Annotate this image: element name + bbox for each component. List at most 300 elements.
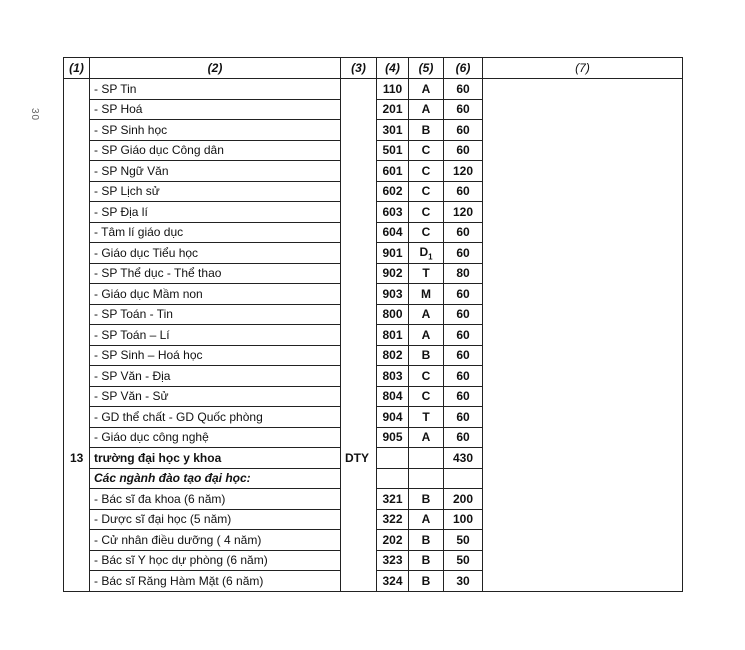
page-side-number: 30 [29, 108, 40, 122]
notes-cell [483, 161, 683, 182]
program-name-cell [90, 140, 341, 161]
school-code-cell [341, 509, 377, 530]
school-code-cell [341, 243, 377, 264]
program-name-cell-text: - SP Ngữ Văn [94, 163, 169, 178]
exam-block-cell [409, 325, 444, 346]
program-code-cell-text: 603 [382, 204, 403, 219]
school-code-cell [341, 468, 377, 489]
row-number-cell [64, 386, 90, 407]
exam-block-cell [409, 161, 444, 182]
program-name-cell-text: - Bác sĩ Răng Hàm Mặt (6 năm) [94, 573, 264, 588]
school-code-cell [341, 79, 377, 100]
program-code-cell [377, 284, 409, 305]
header-col-1: (1) [64, 58, 90, 79]
notes-cell [483, 448, 683, 469]
table-row [64, 79, 683, 100]
program-code-cell [377, 325, 409, 346]
table-row [64, 243, 683, 264]
exam-block-cell [409, 366, 444, 387]
quota-cell [444, 427, 483, 448]
quota-cell-text: 50 [456, 553, 470, 568]
quota-cell-text: 60 [456, 430, 470, 445]
table-row [64, 99, 683, 120]
school-code-cell [341, 345, 377, 366]
quota-cell-text: 80 [456, 266, 470, 281]
program-name-cell [90, 571, 341, 592]
quota-cell-text: 60 [456, 286, 470, 301]
table-row [64, 304, 683, 325]
quota-cell [444, 571, 483, 592]
program-name-cell [90, 284, 341, 305]
program-name-cell-text: - SP Toán - Tin [94, 307, 173, 322]
table-row [64, 571, 683, 592]
program-name-cell-text: - SP Toán – Lí [94, 327, 170, 342]
exam-block-cell-text: T [422, 409, 430, 424]
program-code-cell-text: 901 [382, 245, 403, 260]
quota-cell-text: 60 [456, 307, 470, 322]
program-code-cell [377, 263, 409, 284]
program-name-cell-text: - SP Sinh – Hoá học [94, 348, 203, 363]
program-name-cell-text: - SP Tin [94, 81, 137, 96]
row-number-cell [64, 263, 90, 284]
school-code-cell [341, 99, 377, 120]
row-number-cell [64, 448, 90, 469]
exam-block-cell-text: C [421, 143, 431, 158]
school-code-cell [341, 304, 377, 325]
program-name-cell-text: - Dược sĩ đại học (5 năm) [94, 512, 232, 527]
school-code-cell [341, 550, 377, 571]
table-row [64, 202, 683, 223]
row-number-cell [64, 284, 90, 305]
exam-block-cell [409, 386, 444, 407]
school-code-cell [341, 222, 377, 243]
quota-cell [444, 120, 483, 141]
program-code-cell-text: 201 [382, 102, 403, 117]
row-number-cell [64, 222, 90, 243]
table-row [64, 448, 683, 469]
exam-block-cell [409, 448, 444, 469]
quota-cell-text: 60 [456, 184, 470, 199]
school-code-cell [341, 489, 377, 510]
program-name-cell [90, 345, 341, 366]
quota-cell-text: 200 [452, 491, 474, 506]
quota-cell-text: 60 [456, 81, 470, 96]
school-code-cell [341, 140, 377, 161]
quota-cell-text: 60 [456, 143, 470, 158]
program-code-cell-text: 904 [382, 409, 403, 424]
quota-cell [444, 509, 483, 530]
header-col-5: (5) [409, 58, 444, 79]
quota-cell [444, 243, 483, 264]
notes-cell [483, 79, 683, 100]
notes-cell [483, 325, 683, 346]
exam-block-cell-text: B [421, 491, 431, 506]
exam-block-cell [409, 79, 444, 100]
program-code-cell-text: 604 [382, 225, 403, 240]
program-code-cell-text: 321 [382, 491, 403, 506]
notes-cell [483, 550, 683, 571]
program-code-cell-text: 323 [382, 553, 403, 568]
program-name-cell-text: - SP Văn - Địa [94, 368, 171, 383]
notes-cell [483, 120, 683, 141]
row-number-cell [64, 243, 90, 264]
program-code-cell-text: 301 [382, 122, 403, 137]
program-name-cell [90, 530, 341, 551]
notes-cell [483, 530, 683, 551]
exam-block-cell [409, 489, 444, 510]
row-number-cell [64, 468, 90, 489]
exam-block-cell-text: C [421, 225, 431, 240]
quota-cell [444, 161, 483, 182]
row-number-cell [64, 181, 90, 202]
program-code-cell [377, 202, 409, 223]
table-row [64, 407, 683, 428]
program-name-cell-text: - SP Văn - Sử [94, 389, 169, 404]
quota-cell-text: 60 [456, 368, 470, 383]
exam-block-cell-text: B [421, 122, 431, 137]
notes-cell [483, 263, 683, 284]
program-code-cell [377, 427, 409, 448]
program-name-cell-text: - Bác sĩ Y học dự phòng (6 năm) [94, 553, 268, 568]
program-name-cell-text: - SP Sinh học [94, 122, 168, 137]
exam-block-cell-text: A [421, 327, 431, 342]
exam-block-cell-text: C [421, 184, 431, 199]
header-col-4: (4) [377, 58, 409, 79]
program-name-cell [90, 448, 341, 469]
program-name-cell-text: - Tâm lí giáo dục [94, 225, 184, 240]
exam-block-cell-text: B [421, 573, 431, 588]
exam-block-cell [409, 509, 444, 530]
program-code-cell [377, 468, 409, 489]
row-number-cell [64, 489, 90, 510]
program-name-cell [90, 263, 341, 284]
school-code-cell [341, 386, 377, 407]
exam-block-cell [409, 181, 444, 202]
header-col-6: (6) [444, 58, 483, 79]
program-name-cell-text: - Cử nhân điều dưỡng ( 4 năm) [94, 532, 262, 547]
table-row [64, 325, 683, 346]
quota-cell [444, 99, 483, 120]
exam-block-cell [409, 120, 444, 141]
quota-cell [444, 202, 483, 223]
program-name-cell-text: - SP Địa lí [94, 204, 148, 219]
quota-cell-text: 30 [456, 573, 470, 588]
row-number-cell [64, 202, 90, 223]
row-number-cell [64, 427, 90, 448]
quota-cell [444, 550, 483, 571]
quota-cell [444, 181, 483, 202]
program-code-cell [377, 489, 409, 510]
quota-cell [444, 530, 483, 551]
school-code-cell [341, 407, 377, 428]
quota-cell-text: 60 [456, 327, 470, 342]
exam-block-cell-text: C [421, 368, 431, 383]
quota-cell-text: 60 [456, 122, 470, 137]
school-code-cell [341, 202, 377, 223]
quota-cell-text: 50 [456, 532, 470, 547]
exam-block-cell [409, 571, 444, 592]
notes-cell [483, 468, 683, 489]
program-code-cell [377, 550, 409, 571]
row-number-cell [64, 571, 90, 592]
program-code-cell [377, 386, 409, 407]
exam-block-cell [409, 202, 444, 223]
program-code-cell [377, 99, 409, 120]
exam-block-cell-text: M [421, 286, 431, 301]
quota-cell [444, 345, 483, 366]
notes-cell [483, 571, 683, 592]
quota-cell-text: 60 [456, 409, 470, 424]
table-row [64, 550, 683, 571]
program-name-cell-text: - SP Lịch sử [94, 184, 160, 199]
program-code-cell [377, 448, 409, 469]
notes-cell [483, 243, 683, 264]
program-code-cell-text: 902 [382, 266, 403, 281]
exam-block-cell-text: C [421, 163, 431, 178]
exam-block-cell [409, 530, 444, 551]
program-code-cell [377, 509, 409, 530]
table-row [64, 284, 683, 305]
quota-cell [444, 79, 483, 100]
quota-cell-text: 120 [452, 204, 474, 219]
table-row [64, 366, 683, 387]
program-name-cell-text: trường đại học y khoa [94, 450, 222, 465]
exam-block-cell [409, 263, 444, 284]
program-code-cell-text: 110 [382, 81, 403, 96]
row-number-cell [64, 99, 90, 120]
table-row [64, 161, 683, 182]
quota-cell-text: 60 [456, 225, 470, 240]
exam-block-cell-text: T [422, 266, 430, 281]
program-name-cell [90, 427, 341, 448]
quota-cell-text: 60 [456, 348, 470, 363]
exam-block-cell-text: C [421, 204, 431, 219]
row-number-cell [64, 407, 90, 428]
program-code-cell [377, 161, 409, 182]
program-name-cell [90, 386, 341, 407]
quota-cell [444, 489, 483, 510]
program-name-cell [90, 366, 341, 387]
program-code-cell-text: 602 [382, 184, 403, 199]
program-name-cell [90, 120, 341, 141]
exam-block-cell-text: B [421, 553, 431, 568]
exam-block-cell [409, 407, 444, 428]
program-name-cell-text: Các ngành đào tạo đại học: [94, 471, 251, 486]
quota-cell [444, 468, 483, 489]
exam-block-cell [409, 427, 444, 448]
table-row [64, 468, 683, 489]
table-row [64, 222, 683, 243]
table-row [64, 386, 683, 407]
quota-cell-text: 430 [452, 450, 474, 465]
exam-block-cell [409, 304, 444, 325]
row-number-cell [64, 345, 90, 366]
quota-cell [444, 407, 483, 428]
row-number-cell [64, 509, 90, 530]
program-name-cell-text: - Giáo dục Tiểu học [94, 245, 199, 260]
program-name-cell [90, 304, 341, 325]
program-code-cell [377, 366, 409, 387]
exam-block-cell-text: B [421, 532, 431, 547]
program-code-cell-text: 324 [382, 573, 403, 588]
admissions-table [63, 57, 683, 592]
row-number-cell [64, 304, 90, 325]
exam-block-cell-text: D [419, 244, 429, 259]
row-number-cell [64, 366, 90, 387]
quota-cell [444, 284, 483, 305]
header-row [64, 58, 683, 79]
table-row [64, 530, 683, 551]
program-code-cell [377, 79, 409, 100]
program-code-cell [377, 120, 409, 141]
school-code-cell [341, 263, 377, 284]
notes-cell [483, 427, 683, 448]
program-code-cell-text: 802 [382, 348, 403, 363]
program-code-cell [377, 243, 409, 264]
program-code-cell [377, 530, 409, 551]
quota-cell [444, 386, 483, 407]
exam-block-cell [409, 550, 444, 571]
quota-cell-text: 60 [456, 389, 470, 404]
exam-block-subscript: 1 [428, 251, 433, 261]
notes-cell [483, 284, 683, 305]
row-number-cell [64, 79, 90, 100]
exam-block-cell-text: A [421, 102, 431, 117]
school-code-cell [341, 366, 377, 387]
program-name-cell-text: - SP Hoá [94, 102, 143, 117]
program-name-cell [90, 325, 341, 346]
school-code-cell-text: DTY [345, 450, 369, 465]
table-row [64, 181, 683, 202]
quota-cell-text: 100 [452, 512, 474, 527]
school-code-cell [341, 530, 377, 551]
school-code-cell [341, 120, 377, 141]
notes-cell [483, 509, 683, 530]
exam-block-cell [409, 243, 444, 264]
program-code-cell-text: 803 [382, 368, 403, 383]
table-row [64, 263, 683, 284]
row-number-cell [64, 530, 90, 551]
notes-cell [483, 345, 683, 366]
exam-block-cell-text: A [421, 81, 431, 96]
program-name-cell [90, 489, 341, 510]
quota-cell [444, 304, 483, 325]
quota-cell [444, 366, 483, 387]
row-number-cell [64, 140, 90, 161]
quota-cell [444, 222, 483, 243]
school-code-cell [341, 427, 377, 448]
school-code-cell [341, 448, 377, 469]
table-row [64, 427, 683, 448]
program-name-cell-text: - Bác sĩ đa khoa (6 năm) [94, 491, 226, 506]
program-code-cell [377, 304, 409, 325]
program-name-cell [90, 550, 341, 571]
program-code-cell-text: 322 [382, 512, 403, 527]
program-name-cell-text: - SP Giáo dục Công dân [94, 143, 224, 158]
header-col-3: (3) [341, 58, 377, 79]
school-code-cell [341, 161, 377, 182]
notes-cell [483, 366, 683, 387]
table-row [64, 489, 683, 510]
program-code-cell-text: 905 [382, 430, 403, 445]
notes-cell [483, 407, 683, 428]
program-code-cell [377, 345, 409, 366]
exam-block-cell-text: B [421, 348, 431, 363]
quota-cell-text: 120 [452, 163, 474, 178]
program-name-cell-text: - SP Thể dục - Thể thao [94, 266, 222, 281]
header-col-7: (7) [483, 58, 683, 79]
quota-cell [444, 263, 483, 284]
notes-cell [483, 202, 683, 223]
program-name-cell [90, 468, 341, 489]
program-name-cell [90, 202, 341, 223]
program-code-cell-text: 800 [382, 307, 403, 322]
school-code-cell [341, 571, 377, 592]
program-code-cell [377, 407, 409, 428]
quota-cell-text: 60 [456, 245, 470, 260]
header-col-2: (2) [90, 58, 341, 79]
quota-cell [444, 140, 483, 161]
notes-cell [483, 140, 683, 161]
program-code-cell-text: 903 [382, 286, 403, 301]
row-number-cell [64, 550, 90, 571]
notes-cell [483, 489, 683, 510]
table-row [64, 140, 683, 161]
program-name-cell [90, 222, 341, 243]
program-code-cell-text: 202 [382, 532, 403, 547]
exam-block-cell-text: A [421, 430, 431, 445]
table-body [64, 79, 683, 592]
quota-cell [444, 448, 483, 469]
notes-cell [483, 222, 683, 243]
program-name-cell [90, 407, 341, 428]
row-number-cell-text: 13 [70, 450, 84, 465]
exam-block-cell [409, 468, 444, 489]
row-number-cell [64, 161, 90, 182]
row-number-cell [64, 325, 90, 346]
quota-cell [444, 325, 483, 346]
program-code-cell [377, 140, 409, 161]
notes-cell [483, 99, 683, 120]
notes-cell [483, 181, 683, 202]
table-row [64, 345, 683, 366]
program-code-cell-text: 601 [382, 163, 403, 178]
exam-block-cell-text: A [421, 307, 431, 322]
program-name-cell [90, 509, 341, 530]
program-code-cell-text: 804 [382, 389, 403, 404]
exam-block-cell-text: A [421, 512, 431, 527]
school-code-cell [341, 325, 377, 346]
program-name-cell-text: - GD thể chất - GD Quốc phòng [94, 409, 263, 424]
program-name-cell [90, 79, 341, 100]
notes-cell [483, 386, 683, 407]
school-code-cell [341, 284, 377, 305]
quota-cell-text: 60 [456, 102, 470, 117]
exam-block-cell [409, 345, 444, 366]
table-row [64, 120, 683, 141]
exam-block-cell-text: C [421, 389, 431, 404]
school-code-cell [341, 181, 377, 202]
table-row [64, 509, 683, 530]
program-code-cell [377, 222, 409, 243]
program-name-cell-text: - Giáo dục Mầm non [94, 286, 203, 301]
exam-block-cell [409, 140, 444, 161]
program-code-cell-text: 801 [382, 327, 403, 342]
program-name-cell [90, 181, 341, 202]
exam-block-cell [409, 99, 444, 120]
exam-block-cell [409, 222, 444, 243]
program-code-cell-text: 501 [382, 143, 403, 158]
